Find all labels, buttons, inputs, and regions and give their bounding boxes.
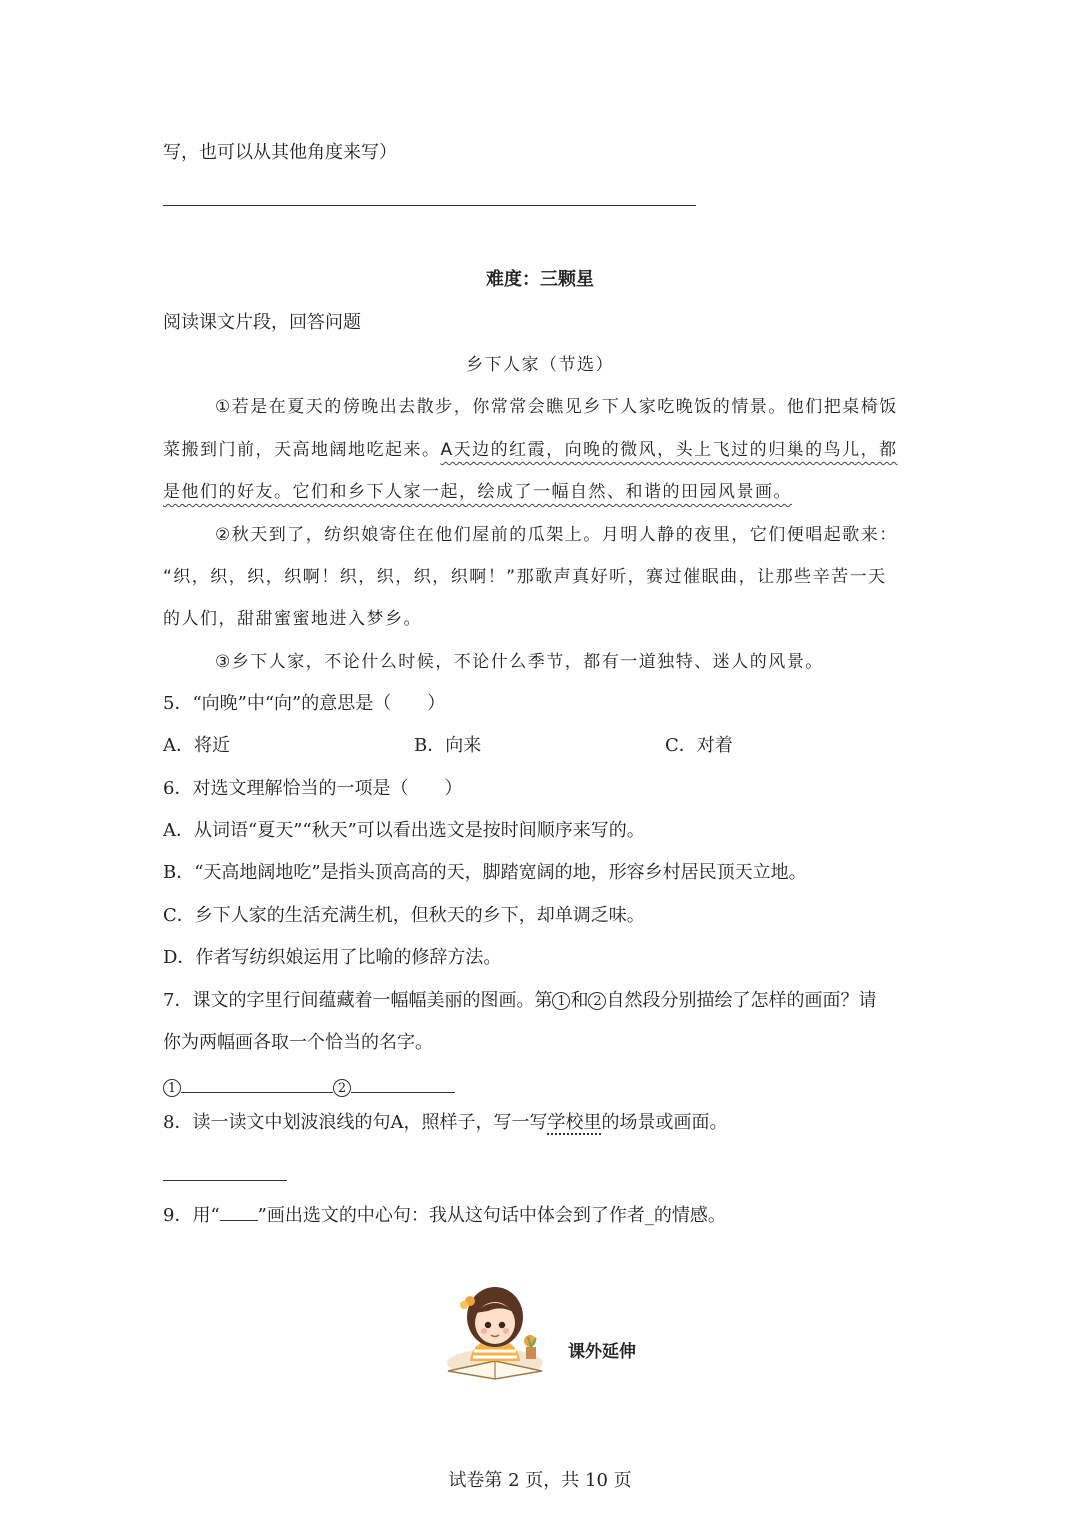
circled-number: 2 bbox=[588, 992, 606, 1010]
q7-answer-blank-1[interactable] bbox=[181, 1074, 333, 1093]
passage-line: “织，织，织，织啊！织，织，织，织啊！”那歌声真好听，赛过催眠曲，让那些辛苦一天 bbox=[163, 567, 887, 587]
passage-line: ②秋天到了，纺织娘寄住在他们屋前的瓜架上。月明人静的夜里，它们便唱起歌来： bbox=[215, 525, 898, 545]
q6-option-a[interactable]: A．从词语“夏天”“秋天”可以看出选文是按时间顺序来写的。 bbox=[163, 820, 645, 841]
q8-text: 的场景或画面。 bbox=[601, 1112, 728, 1133]
question-7-stem-line2: 你为两幅画各取一个恰当的名字。 bbox=[163, 1032, 433, 1053]
q5-option-b[interactable]: B．向来 bbox=[414, 735, 482, 756]
question-5-stem: 5．“向晚”中“向”的意思是（ ） bbox=[163, 693, 446, 714]
circled-number: 1 bbox=[163, 1079, 181, 1097]
question-7-stem bbox=[163, 989, 876, 1013]
passage-line: 的人们，甜甜蜜蜜地进入梦乡。 bbox=[163, 609, 422, 629]
q8-answer-line[interactable] bbox=[163, 1180, 287, 1181]
q7-answers bbox=[163, 1074, 455, 1100]
page-footer: 试卷第 2 页，共 10 页 bbox=[448, 1470, 632, 1491]
q7-text: 7．课文的字里行间蕴藏着一幅幅美丽的图画。第 bbox=[163, 990, 553, 1011]
q6-option-d[interactable]: D．作者写纺织娘运用了比喻的修辞方法。 bbox=[163, 947, 502, 968]
circled-number: 1 bbox=[552, 992, 570, 1010]
q9-text: 9．用“ bbox=[163, 1205, 220, 1226]
continued-text: 写，也可以从其他角度来写） bbox=[163, 142, 397, 163]
passage-text: 菜搬到门前，天高地阔地吃起来。 bbox=[163, 440, 441, 460]
q7-text: 和 bbox=[570, 990, 589, 1011]
passage-line: ③乡下人家，不论什么时候，不论什么季节，都有一道独特、迷人的风景。 bbox=[215, 652, 824, 672]
q9-text: ”画出选文的中心句：我从这句话中体会到了作者_的情感。 bbox=[257, 1205, 726, 1226]
q6-option-b[interactable]: B．“天高地阔地吃”是指头顶高高的天，脚踏宽阔的地，形容乡村居民顶天立地。 bbox=[163, 862, 807, 883]
girl-reading-illustration bbox=[440, 1283, 550, 1388]
question-8-stem bbox=[163, 1111, 727, 1135]
q9-blank bbox=[220, 1202, 258, 1221]
passage-line bbox=[163, 438, 898, 462]
answer-line[interactable] bbox=[163, 205, 696, 206]
difficulty-heading: 难度：三颗星 bbox=[486, 269, 594, 290]
q5-option-c[interactable]: C．对着 bbox=[665, 735, 733, 756]
q6-option-c[interactable]: C．乡下人家的生活充满生机，但秋天的乡下，却单调乏味。 bbox=[163, 905, 645, 926]
circled-number: 2 bbox=[333, 1079, 351, 1097]
passage-title: 乡下人家（节选） bbox=[466, 355, 614, 375]
reading-instruction: 阅读课文片段，回答问题 bbox=[163, 312, 361, 333]
q7-answer-blank-2[interactable] bbox=[351, 1074, 455, 1093]
q8-text: 8．读一读文中划波浪线的句A，照样子，写一写 bbox=[163, 1112, 548, 1133]
emphasized-text: 学校里 bbox=[547, 1112, 602, 1133]
wavy-sentence-a: A天边的红霞，向晚的微风，头上飞过的归巢的鸟儿，都 bbox=[440, 440, 898, 460]
question-6-stem: 6．对选文理解恰当的一项是（ ） bbox=[163, 778, 463, 799]
question-9-stem bbox=[163, 1202, 726, 1228]
q5-option-a[interactable]: A．将近 bbox=[163, 735, 230, 756]
q7-text: 自然段分别描绘了怎样的画面？请 bbox=[606, 990, 877, 1011]
extension-label: 课外延伸 bbox=[568, 1342, 636, 1362]
passage-line: 是他们的好友。它们和乡下人家一起，绘成了一幅自然、和谐的田园风景画。 bbox=[163, 482, 792, 502]
passage-line: ①若是在夏天的傍晚出去散步，你常常会瞧见乡下人家吃晚饭的情景。他们把桌椅饭 bbox=[215, 397, 898, 417]
